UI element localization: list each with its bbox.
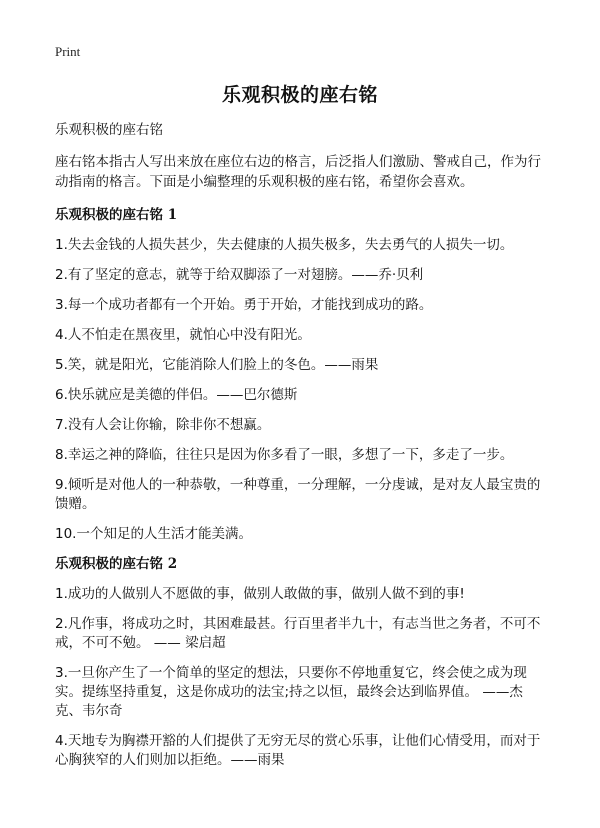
quote-item: 2.有了坚定的意志，就等于给双脚添了一对翅膀。——乔·贝利 [55,267,424,283]
quote-item: 10.一个知足的人生活才能美满。 [55,526,252,542]
quote-item: 3.每一个成功者都有一个开始。勇于开始，才能找到成功的路。 [55,297,433,313]
quote-item: 4.天地专为胸襟开豁的人们提供了无穷无尽的赏心乐事，让他们心情受用，而对于心胸狭窄的人们则加以拒绝。——雨果 [55,733,541,768]
section-1 [55,206,545,544]
quote-item: 7.没有人会让你输，除非你不想赢。 [55,417,271,433]
page-title: 乐观积极的座右铭 [221,84,378,106]
section-heading: 乐观积极的座右铭 1 [55,207,178,223]
quote-item: 8.幸运之神的降临，往往只是因为你多看了一眼，多想了一下，多走了一步。 [55,447,514,463]
quote-item: 1.成功的人做别人不愿做的事，做别人敢做的事，做别人做不到的事! [55,586,465,602]
document-subtitle: 乐观积极的座右铭 [55,122,163,138]
section-heading: 乐观积极的座右铭 2 [55,556,178,572]
quote-item: 2.凡作事，将成功之时，其困难最甚。行百里者半九十，有志当世之务者，不可不戒，不可不勉。 —— 梁启超 [55,616,541,651]
print-label: Print [55,44,81,59]
section-2 [55,555,545,770]
document-body [55,121,545,781]
quote-item: 9.倾听是对他人的一种恭敬，一种尊重，一分理解，一分虔诚，是对友人最宝贵的馈赠。 [55,477,541,512]
intro-paragraph: 座右铭本指古人写出来放在座位右边的格言，后泛指人们激励、警戒自己，作为行动指南的格言。下面是小编整理的乐观积极的座右铭，希望你会喜欢。 [55,154,541,190]
quote-item: 3.一旦你产生了一个简单的坚定的想法，只要你不停地重复它，终会使之成为现实。提练坚持重复，这是你成功的法宝;持之以恒，最终会达到临界值。 ——杰克、韦尔奇 [55,665,527,719]
quote-item: 5.笑，就是阳光，它能消除人们脸上的冬色。——雨果 [55,357,379,373]
quote-item: 6.快乐就应是美德的伴侣。——巴尔德斯 [55,387,298,403]
quote-item: 1.失去金钱的人损失甚少，失去健康的人损失极多，失去勇气的人损失一切。 [55,237,514,253]
quote-item: 4.人不怕走在黑夜里，就怕心中没有阳光。 [55,327,311,343]
